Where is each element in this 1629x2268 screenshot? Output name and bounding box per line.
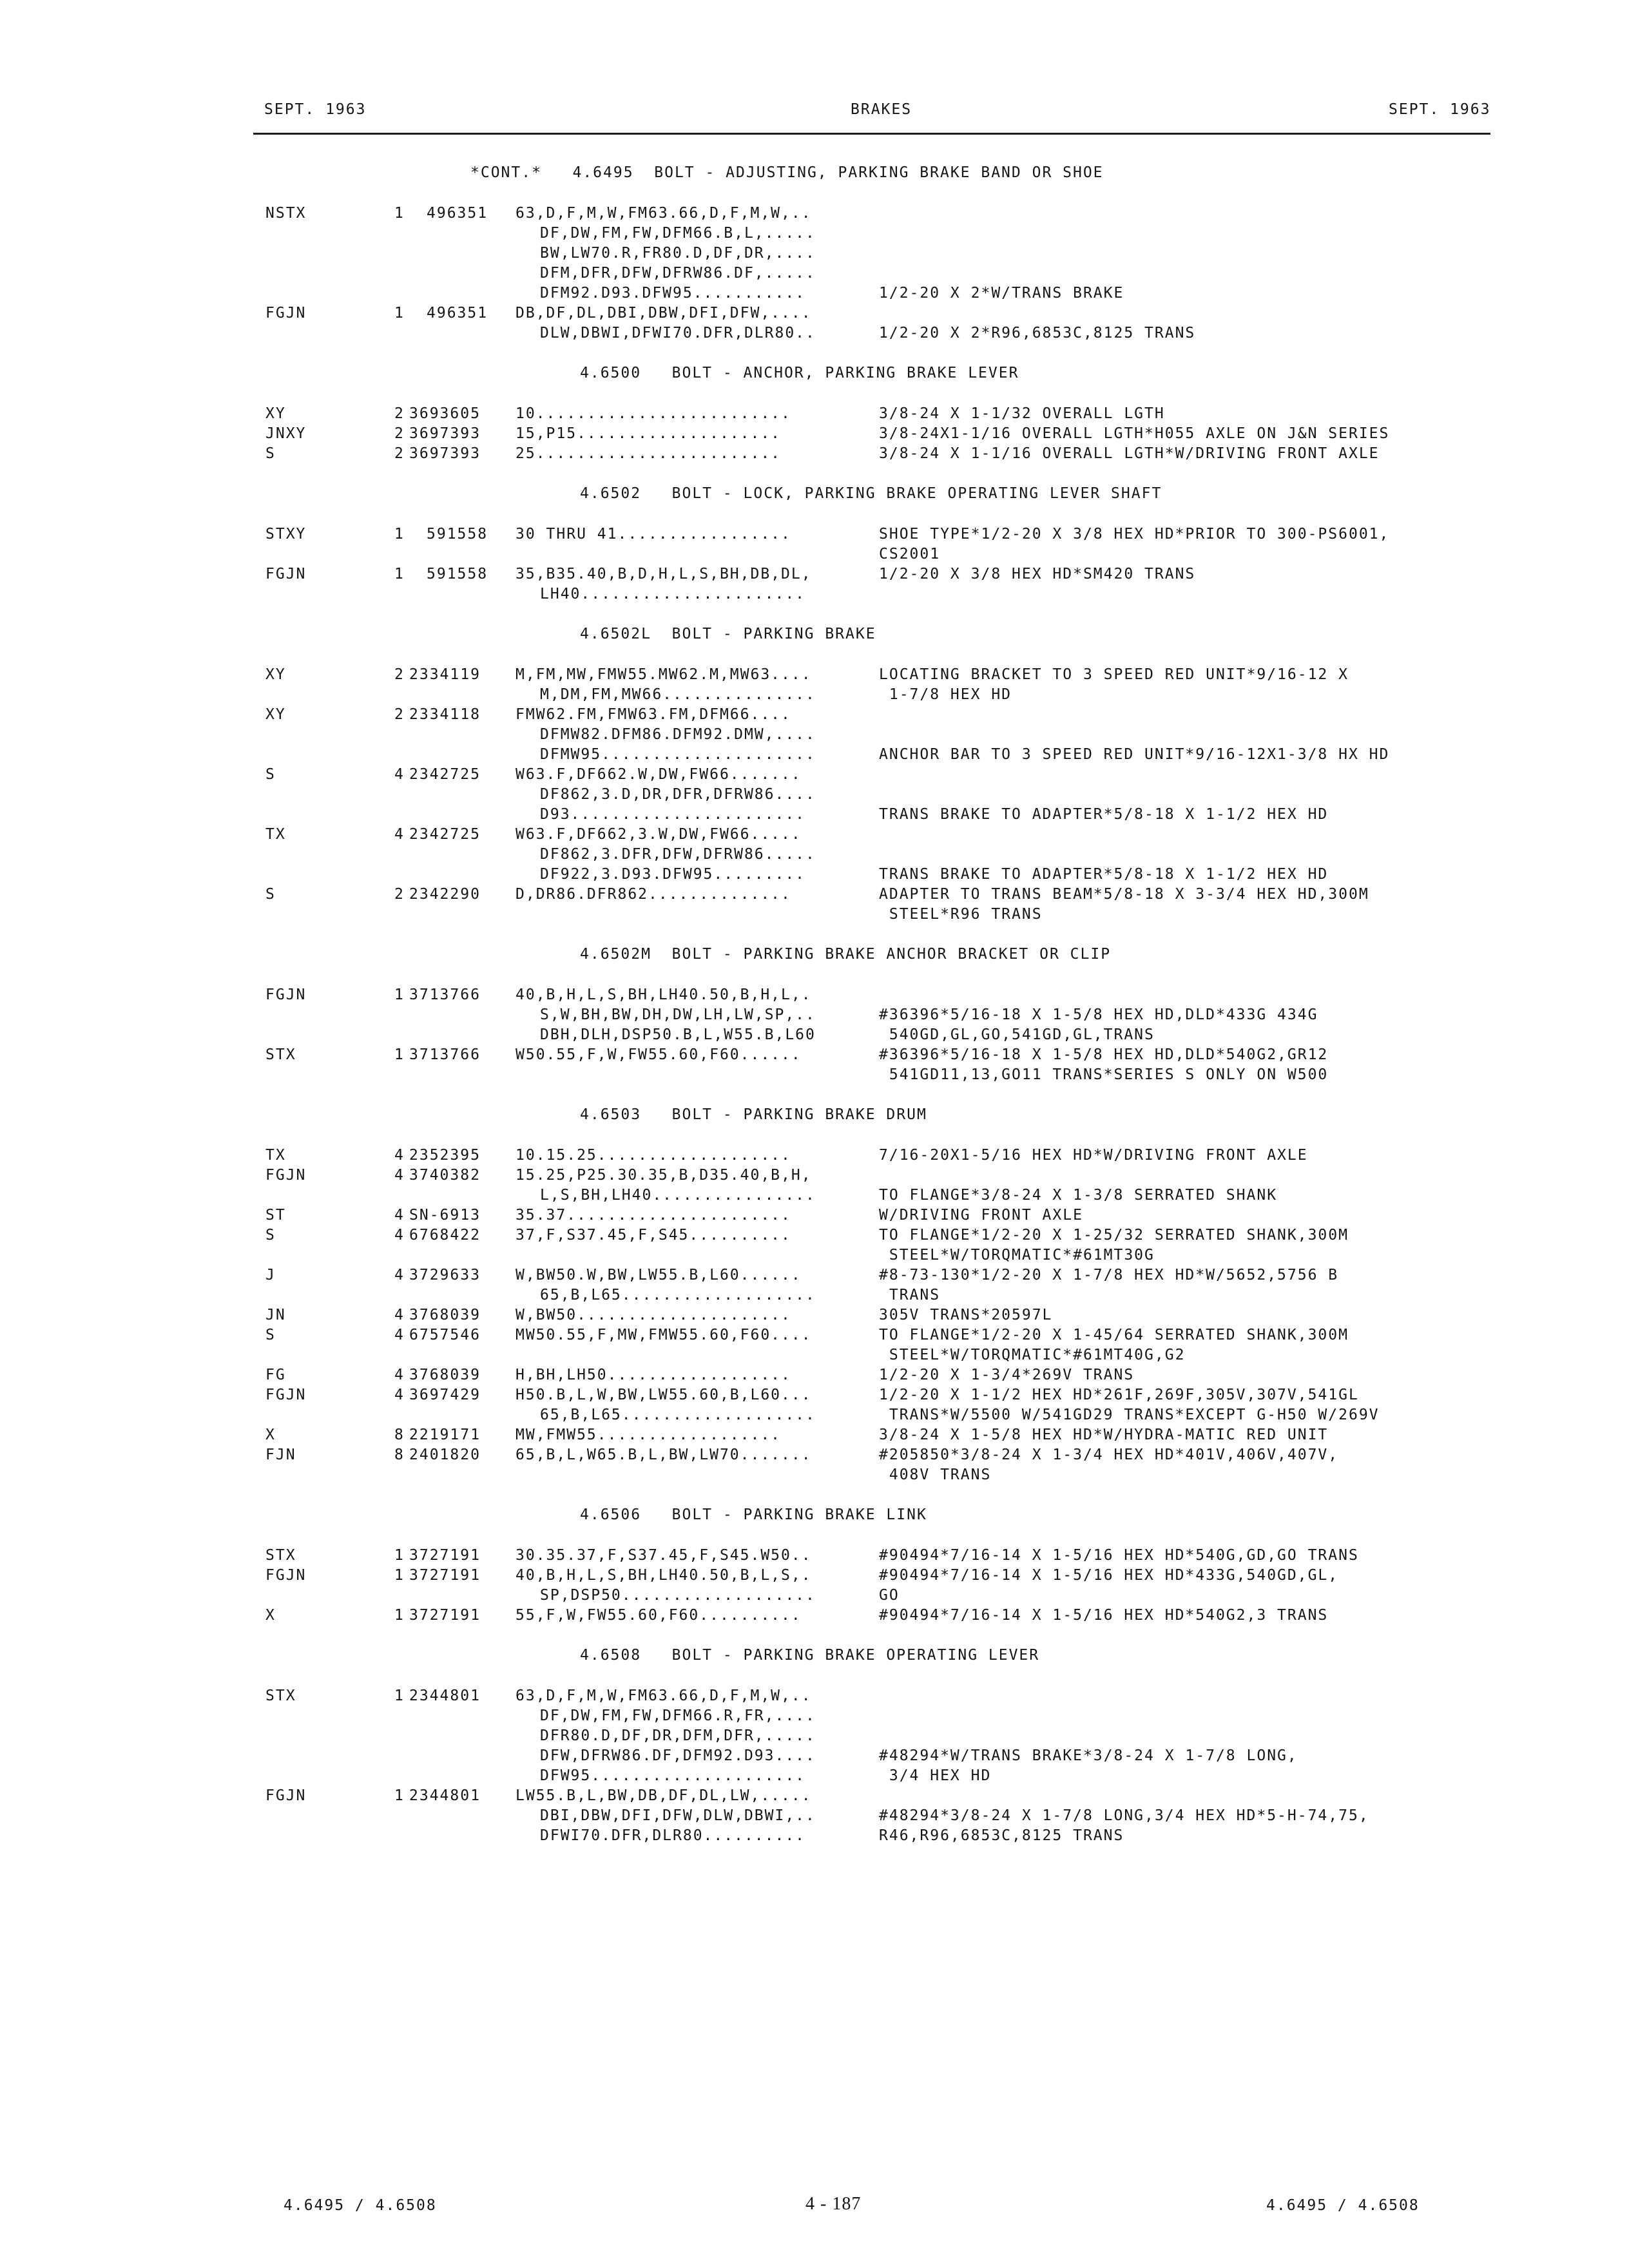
application-models: 55,F,W,FW55.60,F60..........	[516, 1607, 802, 1624]
part-number: 6768422	[409, 1227, 481, 1244]
part-entry	[0, 404, 1629, 424]
quantity: 8	[394, 1427, 405, 1443]
part-number: 3740382	[409, 1167, 481, 1184]
application-models: 65,B,L65...................	[540, 1287, 816, 1303]
model-code: XY	[265, 666, 286, 683]
catalog-section	[0, 925, 1629, 1085]
application-models: DF922,3.D93.DFW95.........	[540, 866, 806, 883]
part-description: #36396*5/16-18 X 1-5/8 HEX HD,DLD*540G2,GR12	[879, 1046, 1329, 1063]
model-code: X	[265, 1607, 276, 1624]
quantity: 2	[394, 425, 405, 442]
application-models: H50.B,L,W,BW,LW55.60,B,L60...	[516, 1387, 812, 1403]
part-entry	[0, 524, 1629, 564]
footer-range-right: 4.6495 / 4.6508	[1266, 2197, 1420, 2214]
part-entry	[0, 444, 1629, 464]
model-code: FGJN	[265, 1167, 307, 1184]
part-description: 7/16-20X1-5/16 HEX HD*W/DRIVING FRONT AXLE	[879, 1147, 1308, 1164]
catalog-section	[0, 464, 1629, 604]
part-entry	[0, 665, 1629, 705]
section-title: *CONT.* 4.6495 BOLT - ADJUSTING, PARKING BRAKE BAND OR SHOE	[470, 164, 1104, 181]
part-entry	[0, 564, 1629, 604]
part-description: GO	[879, 1587, 900, 1604]
section-title: 4.6502 BOLT - LOCK, PARKING BRAKE OPERATING LEVER SHAFT	[580, 485, 1162, 502]
application-models: SP,DSP50...................	[540, 1587, 816, 1604]
part-description: 3/8-24 X 1-1/32 OVERALL LGTH	[879, 405, 1165, 422]
part-description: #48294*W/TRANS BRAKE*3/8-24 X 1-7/8 LONG,	[879, 1747, 1298, 1764]
application-models: 40,B,H,L,S,BH,LH40.50,B,H,L,.	[516, 986, 812, 1003]
model-code: FGJN	[265, 305, 307, 322]
header-date-left: SEPT. 1963	[264, 101, 367, 118]
part-description: #205850*3/8-24 X 1-3/4 HEX HD*401V,406V,407V,	[879, 1446, 1339, 1463]
quantity: 1	[394, 1787, 405, 1804]
part-number: 2342725	[409, 766, 481, 783]
application-models: DF,DW,FM,FW,DFM66.R,FR,....	[540, 1707, 816, 1724]
application-models: 15.25,P25.30.35,B,D35.40,B,H,	[516, 1167, 812, 1184]
model-code: XY	[265, 405, 286, 422]
application-models: 30 THRU 41.................	[516, 526, 791, 543]
quantity: 2	[394, 886, 405, 903]
quantity: 2	[394, 666, 405, 683]
application-models: H,BH,LH50..................	[516, 1367, 791, 1383]
application-models: 63,D,F,M,W,FM63.66,D,F,M,W,..	[516, 1687, 812, 1704]
part-entry	[0, 1566, 1629, 1606]
application-models: 65,B,L65...................	[540, 1407, 816, 1423]
part-entry	[0, 1606, 1629, 1626]
model-code: S	[265, 886, 276, 903]
part-description: 1-7/8 HEX HD	[879, 686, 1012, 703]
quantity: 2	[394, 706, 405, 723]
application-models: DB,DF,DL,DBI,DBW,DFI,DFW,....	[516, 305, 812, 322]
part-description: 3/8-24X1-1/16 OVERALL LGTH*H055 AXLE ON J&N SERIES	[879, 425, 1390, 442]
part-entry	[0, 1425, 1629, 1445]
quantity: 1	[394, 566, 405, 582]
model-code: XY	[265, 706, 286, 723]
part-description: TRANS	[879, 1287, 941, 1303]
model-code: STX	[265, 1687, 296, 1704]
part-description: 1/2-20 X 1-3/4*269V TRANS	[879, 1367, 1135, 1383]
model-code: STXY	[265, 526, 307, 543]
quantity: 1	[394, 305, 405, 322]
application-models: M,FM,MW,FMW55.MW62.M,MW63....	[516, 666, 812, 683]
part-description: 1/2-20 X 1-1/2 HEX HD*261F,269F,305V,307V,541GL	[879, 1387, 1359, 1403]
model-code: FG	[265, 1367, 286, 1383]
quantity: 4	[394, 1267, 405, 1283]
quantity: 2	[394, 405, 405, 422]
page-number: 4 - 187	[805, 2194, 862, 2214]
part-description: STEEL*W/TORQMATIC*#61MT40G,G2	[879, 1347, 1186, 1363]
part-entry	[0, 885, 1629, 925]
application-models: 63,D,F,M,W,FM63.66,D,F,M,W,..	[516, 205, 812, 222]
quantity: 4	[394, 766, 405, 783]
part-entry	[0, 1546, 1629, 1566]
application-models: DFWI70.DFR,DLR80..........	[540, 1827, 806, 1844]
part-number: 591558	[427, 566, 488, 582]
part-number: 6757546	[409, 1327, 481, 1343]
part-number: 2344801	[409, 1787, 481, 1804]
part-entry	[0, 424, 1629, 444]
part-entry	[0, 1445, 1629, 1485]
application-models: MW50.55,F,MW,FMW55.60,F60....	[516, 1327, 812, 1343]
model-code: TX	[265, 1147, 286, 1164]
part-number: 3727191	[409, 1607, 481, 1624]
application-models: DF862,3.DFR,DFW,DFRW86.....	[540, 846, 816, 863]
quantity: 4	[394, 1147, 405, 1164]
part-description: STEEL*W/TORQMATIC*#61MT30G	[879, 1247, 1155, 1264]
model-code: JNXY	[265, 425, 307, 442]
model-code: ST	[265, 1207, 286, 1224]
application-models: DBI,DBW,DFI,DFW,DLW,DBWI,..	[540, 1807, 816, 1824]
part-description: 540GD,GL,GO,541GD,GL,TRANS	[879, 1026, 1155, 1043]
part-description: ADAPTER TO TRANS BEAM*5/8-18 X 3-3/4 HEX HD,300M	[879, 886, 1369, 903]
model-code: JN	[265, 1307, 286, 1323]
application-models: MW,FMW55..................	[516, 1427, 782, 1443]
part-description: TRANS BRAKE TO ADAPTER*5/8-18 X 1-1/2 HEX HD	[879, 806, 1329, 823]
part-number: 2342725	[409, 826, 481, 843]
quantity: 4	[394, 1307, 405, 1323]
quantity: 1	[394, 986, 405, 1003]
application-models: DFW95.....................	[540, 1767, 806, 1784]
part-number: 3697393	[409, 445, 481, 462]
section-title: 4.6502M BOLT - PARKING BRAKE ANCHOR BRACKET OR CLIP	[580, 946, 1112, 963]
application-models: DF862,3.D,DR,DFR,DFRW86....	[540, 786, 816, 803]
application-models: W63.F,DF662.W,DW,FW66.......	[516, 766, 802, 783]
part-number: 591558	[427, 526, 488, 543]
application-models: W63.F,DF662,3.W,DW,FW66.....	[516, 826, 802, 843]
part-number: 3768039	[409, 1367, 481, 1383]
application-models: W,BW50.W,BW,LW55.B,L60......	[516, 1267, 802, 1283]
part-entry	[0, 1265, 1629, 1305]
application-models: S,W,BH,BW,DH,DW,LH,LW,SP,..	[540, 1006, 816, 1023]
section-title: 4.6506 BOLT - PARKING BRAKE LINK	[580, 1506, 927, 1523]
part-entry	[0, 1305, 1629, 1325]
application-models: LW55.B,L,BW,DB,DF,DL,LW,.....	[516, 1787, 812, 1804]
part-entry	[0, 303, 1629, 343]
section-title: 4.6508 BOLT - PARKING BRAKE OPERATING LEVER	[580, 1647, 1040, 1664]
quantity: 4	[394, 1387, 405, 1403]
model-code: NSTX	[265, 205, 307, 222]
application-models: DLW,DBWI,DFWI70.DFR,DLR80..	[540, 325, 816, 341]
part-description: TRANS BRAKE TO ADAPTER*5/8-18 X 1-1/2 HEX HD	[879, 866, 1329, 883]
part-number: 3697429	[409, 1387, 481, 1403]
section-title: 4.6503 BOLT - PARKING BRAKE DRUM	[580, 1106, 927, 1123]
application-models: 25........................	[516, 445, 782, 462]
model-code: X	[265, 1427, 276, 1443]
model-code: STX	[265, 1046, 296, 1063]
part-description: 305V TRANS*20597L	[879, 1307, 1053, 1323]
part-description: 3/8-24 X 1-5/8 HEX HD*W/HYDRA-MATIC RED UNIT	[879, 1427, 1329, 1443]
application-models: DF,DW,FM,FW,DFM66.B,L,.....	[540, 225, 816, 242]
part-entry	[0, 1225, 1629, 1265]
catalog-section	[0, 162, 1629, 343]
quantity: 1	[394, 1687, 405, 1704]
application-models: L,S,BH,LH40................	[540, 1187, 816, 1204]
model-code: FGJN	[265, 1387, 307, 1403]
part-number: 2352395	[409, 1147, 481, 1164]
application-models: DFM,DFR,DFW,DFRW86.DF,.....	[540, 265, 816, 282]
part-description: #90494*7/16-14 X 1-5/16 HEX HD*540G2,3 TRANS	[879, 1607, 1329, 1624]
quantity: 4	[394, 1207, 405, 1224]
part-number: 496351	[427, 205, 488, 222]
part-description: STEEL*R96 TRANS	[879, 906, 1043, 923]
application-models: W50.55,F,W,FW55.60,F60......	[516, 1046, 802, 1063]
application-models: 65,B,L,W65.B,L,BW,LW70.......	[516, 1446, 812, 1463]
part-description: 1/2-20 X 3/8 HEX HD*SM420 TRANS	[879, 566, 1196, 582]
part-entry	[0, 1206, 1629, 1225]
quantity: 1	[394, 1046, 405, 1063]
part-description: 408V TRANS	[879, 1466, 992, 1483]
application-models: W,BW50.....................	[516, 1307, 791, 1323]
model-code: S	[265, 1327, 276, 1343]
catalog-section	[0, 1085, 1629, 1485]
part-number: 3693605	[409, 405, 481, 422]
application-models: DFR80.D,DF,DR,DFM,DFR,.....	[540, 1727, 816, 1744]
part-entry	[0, 985, 1629, 1045]
quantity: 1	[394, 1547, 405, 1564]
application-models: 35,B35.40,B,D,H,L,S,BH,DB,DL,	[516, 566, 812, 582]
quantity: 4	[394, 1367, 405, 1383]
part-number: 2219171	[409, 1427, 481, 1443]
application-models: D93.......................	[540, 806, 806, 823]
part-description: #8-73-130*1/2-20 X 1-7/8 HEX HD*W/5652,5756 B	[879, 1267, 1339, 1283]
application-models: 40,B,H,L,S,BH,LH40.50,B,L,S,.	[516, 1567, 812, 1584]
part-entry	[0, 825, 1629, 885]
part-description: #90494*7/16-14 X 1-5/16 HEX HD*540G,GD,GO TRANS	[879, 1547, 1359, 1564]
part-description: #36396*5/16-18 X 1-5/8 HEX HD,DLD*433G 434G	[879, 1006, 1318, 1023]
application-models: DFMW82.DFM86.DFM92.DMW,....	[540, 726, 816, 743]
part-number: 2334118	[409, 706, 481, 723]
part-entry	[0, 1686, 1629, 1786]
application-models: DBH,DLH,DSP50.B,L,W55.B,L60	[540, 1026, 816, 1043]
parts-listing	[0, 162, 1629, 1846]
part-description: SHOE TYPE*1/2-20 X 3/8 HEX HD*PRIOR TO 300-PS6001,	[879, 526, 1390, 543]
part-entry	[0, 1166, 1629, 1206]
quantity: 2	[394, 445, 405, 462]
application-models: LH40......................	[540, 586, 806, 602]
part-entry	[0, 204, 1629, 303]
part-entry	[0, 1385, 1629, 1425]
part-description: 3/8-24 X 1-1/16 OVERALL LGTH*W/DRIVING FRONT AXLE	[879, 445, 1380, 462]
header-section-title: BRAKES	[851, 101, 912, 118]
application-models: 15,P15....................	[516, 425, 782, 442]
part-number: 2401820	[409, 1446, 481, 1463]
application-models: 37,F,S37.45,F,S45..........	[516, 1227, 791, 1244]
part-number: 3727191	[409, 1567, 481, 1584]
part-number: 3697393	[409, 425, 481, 442]
part-description: 1/2-20 X 2*R96,6853C,8125 TRANS	[879, 325, 1196, 341]
model-code: FJN	[265, 1446, 296, 1463]
model-code: S	[265, 445, 276, 462]
part-entry	[0, 765, 1629, 825]
part-entry	[0, 705, 1629, 765]
quantity: 8	[394, 1446, 405, 1463]
quantity: 4	[394, 1167, 405, 1184]
part-description: #48294*3/8-24 X 1-7/8 LONG,3/4 HEX HD*5-H-74,75,	[879, 1807, 1369, 1824]
part-description: CS2001	[879, 546, 941, 562]
quantity: 1	[394, 1607, 405, 1624]
part-entry	[0, 1045, 1629, 1085]
application-models: BW,LW70.R,FR80.D,DF,DR,....	[540, 245, 816, 262]
part-description: R46,R96,6853C,8125 TRANS	[879, 1827, 1124, 1844]
catalog-section	[0, 343, 1629, 464]
part-number: 3768039	[409, 1307, 481, 1323]
quantity: 4	[394, 1227, 405, 1244]
part-entry	[0, 1325, 1629, 1365]
part-number: 3713766	[409, 1046, 481, 1063]
part-description: 541GD11,13,GO11 TRANS*SERIES S ONLY ON W500	[879, 1066, 1329, 1083]
part-number: 2342290	[409, 886, 481, 903]
application-models: M,DM,FM,MW66...............	[540, 686, 816, 703]
application-models: 35.37......................	[516, 1207, 791, 1224]
part-description: 3/4 HEX HD	[879, 1767, 992, 1784]
model-code: FGJN	[265, 566, 307, 582]
header-rule	[253, 133, 1490, 135]
part-description: W/DRIVING FRONT AXLE	[879, 1207, 1083, 1224]
catalog-section	[0, 604, 1629, 925]
quantity: 4	[394, 826, 405, 843]
application-models: DFM92.D93.DFW95...........	[540, 285, 806, 302]
part-entry	[0, 1365, 1629, 1385]
application-models: 10.15.25...................	[516, 1147, 791, 1164]
application-models: D,DR86.DFR862..............	[516, 886, 791, 903]
quantity: 1	[394, 526, 405, 543]
part-description: 1/2-20 X 2*W/TRANS BRAKE	[879, 285, 1124, 302]
part-entry	[0, 1146, 1629, 1166]
part-description: TO FLANGE*1/2-20 X 1-25/32 SERRATED SHANK,300M	[879, 1227, 1349, 1244]
part-description: TRANS*W/5500 W/541GD29 TRANS*EXCEPT G-H50 W/269V	[879, 1407, 1380, 1423]
quantity: 1	[394, 1567, 405, 1584]
application-models: 30.35.37,F,S37.45,F,S45.W50..	[516, 1547, 812, 1564]
part-description: ANCHOR BAR TO 3 SPEED RED UNIT*9/16-12X1-3/8 HX HD	[879, 746, 1390, 763]
model-code: STX	[265, 1547, 296, 1564]
catalog-section	[0, 1485, 1629, 1626]
part-number: 2344801	[409, 1687, 481, 1704]
section-title: 4.6500 BOLT - ANCHOR, PARKING BRAKE LEVER	[580, 365, 1019, 381]
section-title: 4.6502L BOLT - PARKING BRAKE	[580, 626, 876, 642]
application-models: DFMW95.....................	[540, 746, 816, 763]
model-code: S	[265, 1227, 276, 1244]
part-number: 3729633	[409, 1267, 481, 1283]
part-number: 3713766	[409, 986, 481, 1003]
part-number: 2334119	[409, 666, 481, 683]
part-number: SN-6913	[409, 1207, 481, 1224]
part-number: 496351	[427, 305, 488, 322]
catalog-section	[0, 1626, 1629, 1846]
part-entry	[0, 1786, 1629, 1846]
quantity: 1	[394, 205, 405, 222]
model-code: TX	[265, 826, 286, 843]
model-code: FGJN	[265, 1787, 307, 1804]
footer-range-left: 4.6495 / 4.6508	[284, 2197, 437, 2214]
header-date-right: SEPT. 1963	[1389, 101, 1491, 118]
part-description: #90494*7/16-14 X 1-5/16 HEX HD*433G,540GD,GL,	[879, 1567, 1339, 1584]
part-description: TO FLANGE*1/2-20 X 1-45/64 SERRATED SHANK,300M	[879, 1327, 1349, 1343]
part-description: LOCATING BRACKET TO 3 SPEED RED UNIT*9/16-12 X	[879, 666, 1349, 683]
application-models: FMW62.FM,FMW63.FM,DFM66....	[516, 706, 791, 723]
model-code: J	[265, 1267, 276, 1283]
application-models: DFW,DFRW86.DF,DFM92.D93....	[540, 1747, 816, 1764]
part-description: TO FLANGE*3/8-24 X 1-3/8 SERRATED SHANK	[879, 1187, 1278, 1204]
quantity: 4	[394, 1327, 405, 1343]
model-code: FGJN	[265, 986, 307, 1003]
model-code: S	[265, 766, 276, 783]
part-number: 3727191	[409, 1547, 481, 1564]
application-models: 10.........................	[516, 405, 791, 422]
model-code: FGJN	[265, 1567, 307, 1584]
